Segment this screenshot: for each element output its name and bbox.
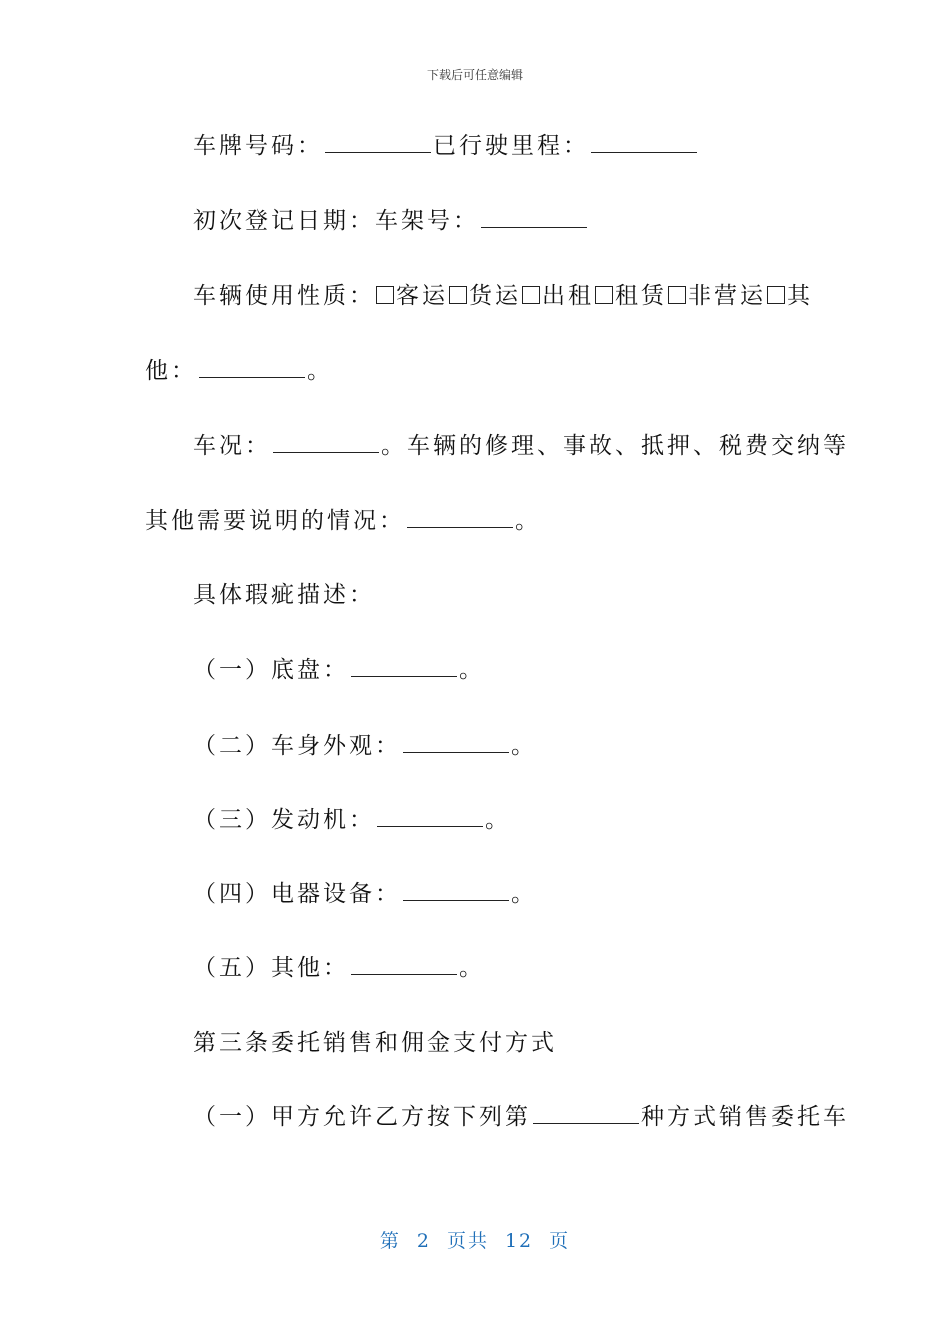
defect-body-line — [193, 731, 537, 761]
period-mark: 。 — [511, 733, 537, 759]
option-non-commercial: 非营运 — [688, 283, 766, 309]
checkbox-taxi[interactable] — [522, 286, 540, 304]
defect-other-label: （五）其他： — [193, 955, 349, 981]
option-passenger: 客运 — [396, 283, 448, 309]
checkbox-non-commercial[interactable] — [668, 286, 686, 304]
chassis-label: （一）底盘： — [193, 657, 349, 683]
option-other: 其 — [787, 283, 813, 309]
checkbox-passenger[interactable] — [376, 286, 394, 304]
footer-page-number: 2 — [416, 1230, 431, 1252]
usage-type-label: 车辆使用性质： — [193, 283, 375, 309]
usage-type-line — [193, 281, 813, 311]
usage-other-blank[interactable] — [199, 357, 305, 378]
period-mark: 。 — [485, 807, 511, 833]
usage-other-line — [145, 356, 333, 386]
registration-vin-label: 初次登记日期：车架号： — [193, 208, 479, 234]
electrical-label: （四）电器设备： — [193, 881, 401, 907]
mileage-label: 已行驶里程： — [433, 133, 589, 159]
footer-page-unit: 页 — [549, 1230, 571, 1252]
defect-electrical-line — [193, 879, 537, 909]
other-notes-line — [145, 506, 541, 536]
chassis-blank[interactable] — [351, 656, 457, 677]
plate-mileage-line — [193, 131, 699, 161]
page-header: 下载后可任意编辑 — [426, 68, 523, 82]
defect-engine-line — [193, 805, 511, 835]
period-mark: 。 — [511, 881, 537, 907]
sale-method-text: 种方式销售委托车 — [641, 1104, 849, 1130]
option-lease: 租赁 — [615, 283, 667, 309]
sale-method-line — [193, 1102, 849, 1132]
condition-text: 。车辆的修理、事故、抵押、税费交纳等 — [381, 433, 849, 459]
option-freight: 货运 — [469, 283, 521, 309]
engine-label: （三）发动机： — [193, 807, 375, 833]
condition-blank[interactable] — [273, 432, 379, 453]
defect-other-line — [193, 953, 485, 983]
checkbox-lease[interactable] — [595, 286, 613, 304]
condition-line — [193, 431, 849, 461]
checkbox-other[interactable] — [767, 286, 785, 304]
electrical-blank[interactable] — [403, 880, 509, 901]
option-taxi: 出租 — [542, 283, 594, 309]
period-mark: 。 — [307, 358, 333, 384]
sale-method-blank[interactable] — [533, 1103, 639, 1124]
plate-number-label: 车牌号码： — [193, 133, 323, 159]
article-three-heading: 第三条委托销售和佣金支付方式 — [193, 1030, 557, 1056]
engine-blank[interactable] — [377, 806, 483, 827]
period-mark: 。 — [459, 955, 485, 981]
footer-page-label: 第 — [379, 1230, 401, 1252]
defect-other-blank[interactable] — [351, 954, 457, 975]
body-label: （二）车身外观： — [193, 733, 401, 759]
other-notes-label: 其他需要说明的情况： — [145, 508, 405, 534]
period-mark: 。 — [515, 508, 541, 534]
defect-heading: 具体瑕疵描述： — [193, 582, 375, 608]
sale-method-label: （一）甲方允许乙方按下列第 — [193, 1104, 531, 1130]
footer-total-label: 页共 — [446, 1230, 489, 1252]
footer-total-number: 12 — [504, 1230, 534, 1252]
mileage-blank[interactable] — [591, 132, 697, 153]
usage-other-label: 他： — [145, 358, 197, 384]
defect-chassis-line — [193, 655, 485, 685]
plate-number-blank[interactable] — [325, 132, 431, 153]
vin-blank[interactable] — [481, 207, 587, 228]
other-notes-blank[interactable] — [407, 507, 513, 528]
checkbox-freight[interactable] — [449, 286, 467, 304]
registration-vin-line — [193, 206, 589, 236]
period-mark: 。 — [459, 657, 485, 683]
page-footer — [0, 1226, 950, 1253]
body-blank[interactable] — [403, 732, 509, 753]
condition-label: 车况： — [193, 433, 271, 459]
